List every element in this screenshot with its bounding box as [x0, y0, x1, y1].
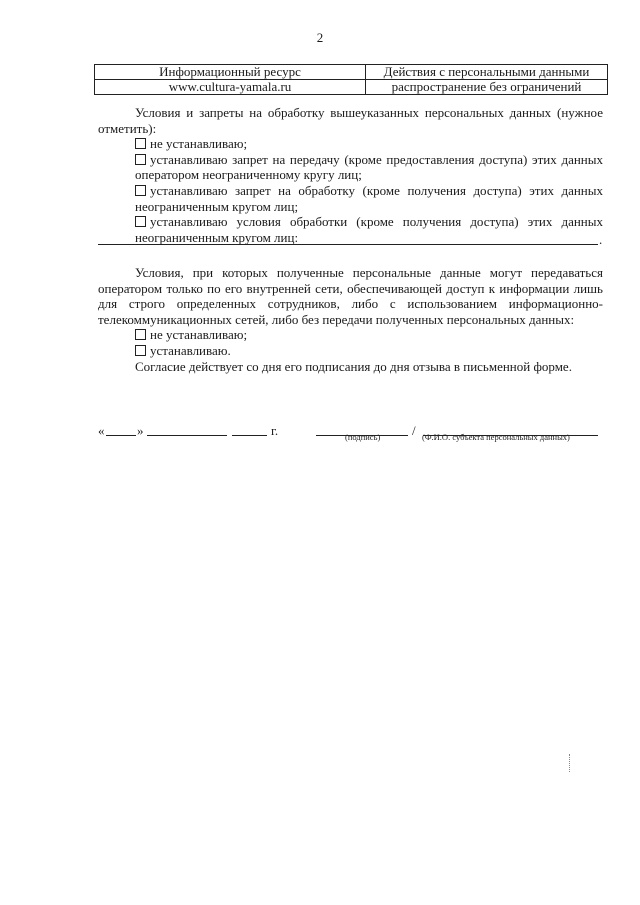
- option-not-set[interactable]: [98, 136, 603, 152]
- option-not-set[interactable]: [98, 327, 603, 343]
- consent-validity: Согласие действует со дня его подписания до дня отзыва в письменной форме.: [135, 358, 572, 374]
- date-month-field[interactable]: [147, 435, 227, 436]
- date-year-suffix: г.: [271, 423, 279, 438]
- option-processing-ban[interactable]: [98, 183, 603, 214]
- table-cell-action: распространение без ограничений: [366, 80, 608, 95]
- date-quote-close: »: [137, 423, 144, 438]
- checkbox-icon[interactable]: [135, 185, 146, 196]
- table-header-cell: Действия с персональными данными: [366, 65, 608, 80]
- checkbox-icon[interactable]: [135, 329, 146, 340]
- date-quote-open: «: [98, 423, 105, 438]
- page-number: 2: [316, 30, 324, 45]
- option-processing-conditions[interactable]: [98, 214, 603, 245]
- section-processing-conditions: [98, 105, 603, 245]
- date-day-field[interactable]: [106, 435, 136, 436]
- table-cell-resource: www.cultura-yamala.ru: [95, 80, 366, 95]
- table-row: [95, 80, 608, 95]
- signature-caption: (подпись): [345, 432, 381, 442]
- conditions-fill-line[interactable]: [98, 244, 598, 245]
- option-label: не устанавливаю;: [150, 327, 248, 343]
- table-header-cell: Информационный ресурс: [95, 65, 366, 80]
- signature-slash: /: [412, 423, 416, 438]
- checkbox-icon[interactable]: [135, 138, 146, 149]
- table-row: [95, 65, 608, 80]
- option-label: устанавливаю запрет на обработку (кроме получения доступа) этих данных неограниченным кругом лиц;: [135, 182, 603, 214]
- info-resource-table: [94, 64, 608, 95]
- option-label: устанавливаю запрет на передачу (кроме предоставления доступа) этих данных оператором неограниченному кругу лиц;: [135, 151, 603, 183]
- full-name-caption: (Ф.И.О. субъекта персональных данных): [422, 432, 570, 442]
- checkbox-icon[interactable]: [135, 154, 146, 165]
- option-label: не устанавливаю;: [150, 136, 248, 152]
- checkbox-icon[interactable]: [135, 216, 146, 227]
- fill-line-end: .: [599, 232, 603, 247]
- scan-mark: [569, 754, 572, 772]
- option-label: устанавливаю условия обработки (кроме получения доступа) этих данных неограниченным кругом лиц:: [135, 214, 603, 245]
- checkbox-icon[interactable]: [135, 345, 146, 356]
- section-intro: Условия и запреты на обработку вышеуказанных персональных данных (нужное отметить):: [98, 105, 603, 136]
- section-intro: Условия, при которых полученные персональные данные могут передаваться оператором только по его внутренней сети, обеспечивающей доступ к информации лишь для строго определенных сотрудников, либо с использованием информационно-телекоммуникационных сетей, либо без передачи полученных персональных данных:: [98, 265, 603, 327]
- section-transfer-conditions: [98, 265, 603, 374]
- option-transfer-ban[interactable]: [98, 152, 603, 183]
- option-label: устанавливаю.: [150, 342, 231, 358]
- option-set[interactable]: [98, 343, 603, 359]
- date-year-field[interactable]: [232, 435, 267, 436]
